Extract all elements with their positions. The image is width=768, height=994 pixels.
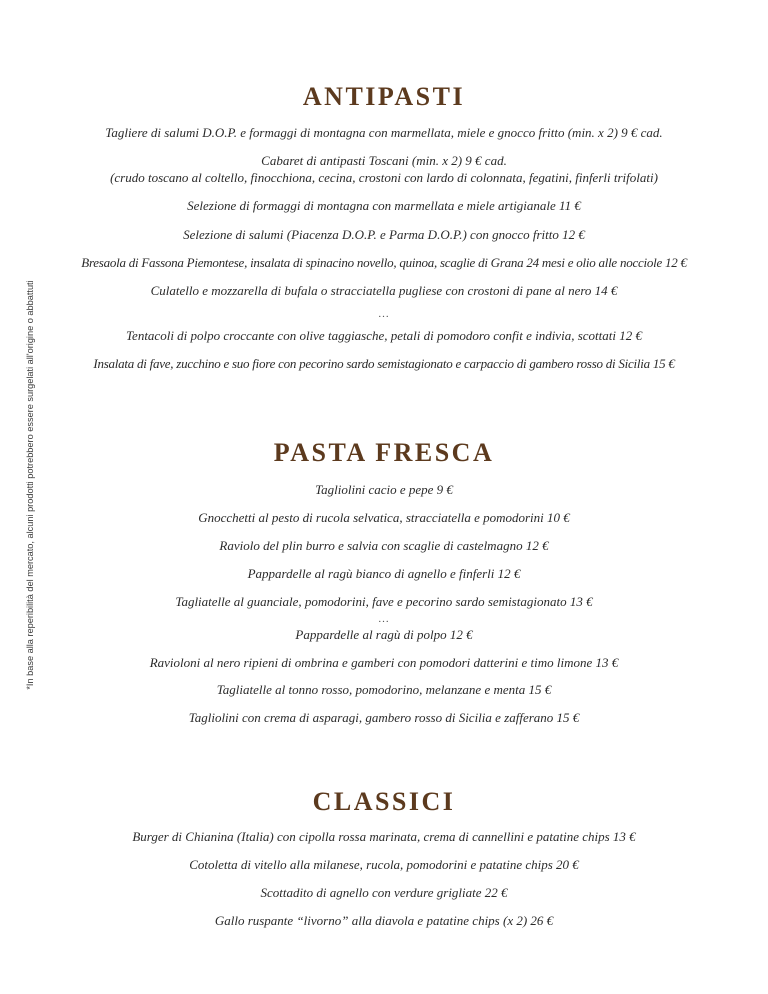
menu-item: Gnocchetti al pesto di rucola selvatica, stracciatella e pomodorini 10 € <box>198 510 570 525</box>
menu-item: Tagliolini con crema di asparagi, gambero rosso di Sicilia e zafferano 15 € <box>188 710 580 725</box>
menu-item: Pappardelle al ragù di polpo 12 € <box>295 627 473 642</box>
menu-item: Tentacoli di polpo croccante con olive taggiasche, petali di pomodoro confit e indivia, scottati 12 € <box>126 328 642 343</box>
menu-item: Pappardelle al ragù bianco di agnello e finferli 12 € <box>247 566 521 581</box>
menu-item-note: (crudo toscano al coltello, finocchiona, cecina, crostoni con lardo di colonnata, fegatini, finferli trifolati) <box>110 170 658 185</box>
menu-item: Cotoletta di vitello alla milanese, rucola, pomodorini e patatine chips 20 € <box>189 857 579 872</box>
menu-item: Insalata di fave, zucchino e suo fiore con pecorino sardo semistagionato e carpaccio di gambero rosso di Sicilia 15 € <box>93 356 675 371</box>
menu-item: Culatello e mozzarella di bufala o stracciatella pugliese con crostoni di pane al nero 14 € <box>150 283 618 298</box>
sourcing-disclaimer-text: *In base alla reperibilità del mercato, alcuni prodotti potrebbero essere surgelati all'origine o abbattuti <box>25 280 35 690</box>
menu-item: Selezione di salumi (Piacenza D.O.P. e Parma D.O.P.) con gnocco fritto 12 € <box>183 227 585 242</box>
section-title-antipasti: ANTIPASTI <box>302 82 466 111</box>
menu-separator: ... <box>378 613 390 625</box>
menu-item: Tagliolini cacio e pepe 9 € <box>315 482 453 497</box>
menu-item: Cabaret di antipasti Toscani (min. x 2) 9 € cad. <box>261 153 507 168</box>
menu-item: Tagliatelle al guanciale, pomodorini, fave e pecorino sardo semistagionato 13 € <box>175 594 593 609</box>
menu-item: Bresaola di Fassona Piemontese, insalata di spinacino novello, quinoa, scaglie di Grana 24 mesi e olio alle nocciole 12 € <box>81 255 687 270</box>
menu-separator: ... <box>378 308 390 320</box>
menu-item: Burger di Chianina (Italia) con cipolla rossa marinata, crema di cannellini e patatine chips 13 € <box>132 829 636 844</box>
menu-item: Raviolo del plin burro e salvia con scaglie di castelmagno 12 € <box>219 538 549 553</box>
menu-item: Tagliere di salumi D.O.P. e formaggi di montagna con marmellata, miele e gnocco fritto (min. x 2) 9 € cad. <box>105 125 663 140</box>
menu-item: Tagliatelle al tonno rosso, pomodorino, melanzane e menta 15 € <box>216 682 552 697</box>
menu-item: Selezione di formaggi di montagna con marmellata e miele artigianale 11 € <box>187 198 581 213</box>
section-title-pasta-fresca: PASTA FRESCA <box>273 438 495 467</box>
section-title-classici: CLASSICI <box>312 787 456 816</box>
menu-item: Ravioloni al nero ripieni di ombrina e gamberi con pomodori datterini e timo limone 13 € <box>149 655 619 670</box>
menu-item: Gallo ruspante “livorno” alla diavola e patatine chips (x 2) 26 € <box>214 913 554 928</box>
menu-item: Scottadito di agnello con verdure grigliate 22 € <box>260 885 508 900</box>
